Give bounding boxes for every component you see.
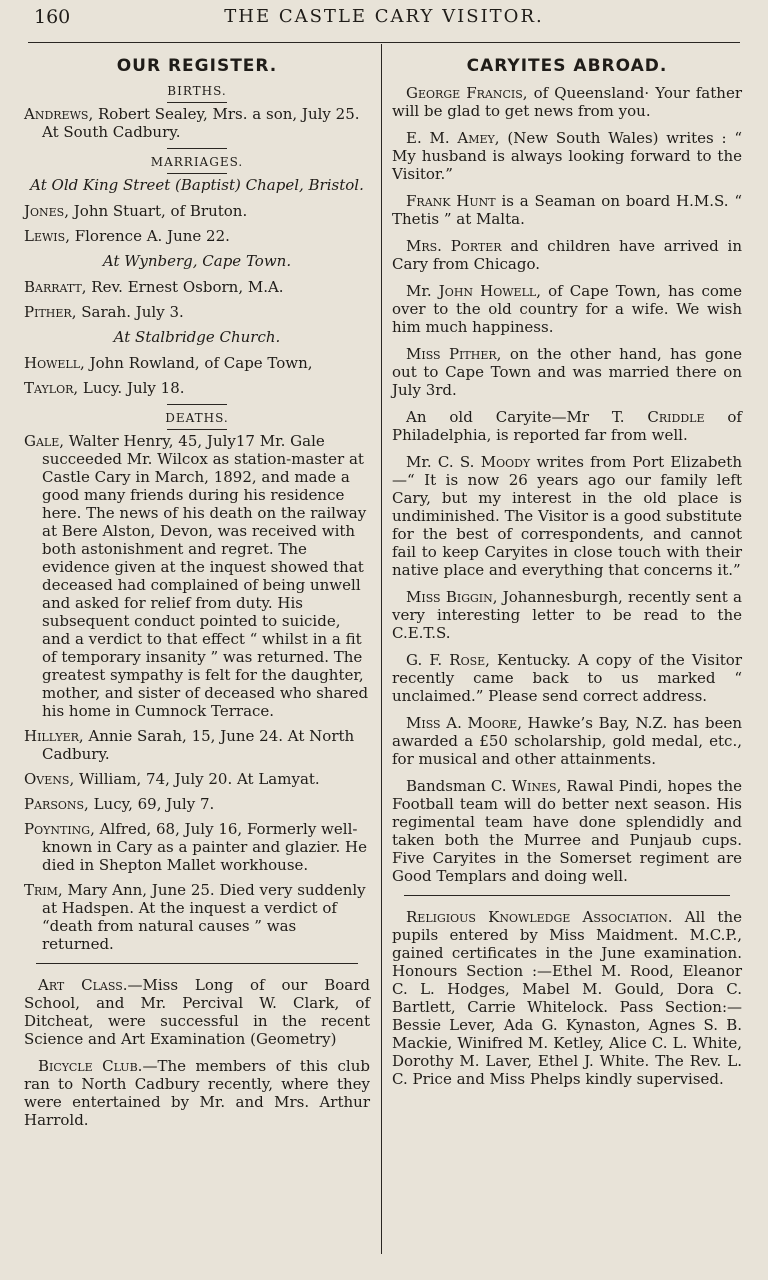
marriage-entry: Pither, Sarah. July 3. — [24, 303, 184, 321]
death-entry: Parsons, Lucy, 69, July 7. — [24, 795, 215, 813]
abroad-item: E. M. Amey, (New South Wales) writes : “ My husband is always looking forward to the Visitor.” — [392, 129, 742, 183]
marriage-place: At Old King Street (Baptist) Chapel, Bristol. — [30, 176, 364, 194]
marriage-entry: Howell, John Rowland, of Cape Town, — [24, 354, 313, 372]
our-register-title: OUR REGISTER. — [116, 56, 278, 76]
column-divider — [381, 44, 382, 1254]
abroad-item: Frank Hunt is a Seaman on board H.M.S. “ Thetis ” at Malta. — [392, 192, 742, 228]
rka-note: Religious Knowledge Association. All the pupils entered by Miss Maidment. M.C.P., gained certificates in the June examination. Honours Section :—Ethel M. Rood, Eleanor C. L. Hodges, Mabel M. Gould, Dora C. Bartlett, Carrie Whitelock. Pass Section:—Bessie Lever, Ada G. Kynaston, Agnes S. B. Mackie, Winifred M. Ketley, Alice C. L. White, Dorothy M. Laver, Ethel J. White. The Rev. L. C. Price and Miss Phelps kindly supervised. — [392, 908, 742, 1088]
birth-entry: Andrews, Robert Sealey, Mrs. a son, July 25. At South Cadbury. — [24, 105, 360, 141]
deaths-rule — [167, 429, 227, 430]
abroad-item: Mr. C. S. Moody writes from Port Elizabeth—“ It is now 26 years ago our family left Cary, but my interest in the old place is undiminished. The Visitor is a good substitute for the best of correspondents, and cannot fail to keep Caryites in close touch with their native place and everything that concerns it.” — [392, 453, 742, 579]
death-entry: Ovens, William, 74, July 20. At Lamyat. — [24, 770, 320, 788]
abroad-item: Mr. John Howell, of Cape Town, has come over to the old country for a wife. We wish him much happiness. — [392, 282, 743, 336]
marriage-entry: Taylor, Lucy. July 18. — [24, 379, 185, 397]
marriage-entry: Jones, John Stuart, of Bruton. — [24, 202, 248, 220]
death-entry: Gale, Walter Henry, 45, July17 Mr. Gale succeeded Mr. Wilcox as station-master at Castle Cary in March, 1892, and made a good many friends during his residence here. The news of his death on the railway at Bere Alston, Devon, was received with both astonishment and regret. The evidence given at the inquest showed that deceased had complained of being unwell and asked for relief from duty. His subsequent conduct pointed to suicide, and a verdict to that effect “ whilst in a fit of temporary insanity ” was returned. The greatest sympathy is felt for the daughter, mother, and sister of deceased who shared his home in Cumnock Terrace. — [24, 432, 369, 720]
rka-rule — [404, 895, 730, 896]
right-column — [392, 54, 742, 1097]
bicycle-club-note: Bicycle Club.—The members of this club ran to North Cadbury recently, where they were entertained by Mr. and Mrs. Arthur Harrold. — [24, 1057, 370, 1129]
page-number: 160 — [34, 6, 71, 28]
death-entry: Trim, Mary Ann, June 25. Died very suddenly at Hadspen. At the inquest a verdict of “death from natural causes ” was returned. — [24, 881, 366, 953]
left-column — [24, 54, 370, 1138]
marriage-place: At Wynberg, Cape Town. — [102, 252, 292, 270]
marriages-rule — [167, 173, 227, 174]
page-title: THE CASTLE CARY VISITOR. — [224, 6, 544, 27]
births-rule — [167, 102, 227, 103]
deaths-rule-top — [167, 404, 227, 405]
death-entry: Poynting, Alfred, 68, July 16, Formerly well-known in Cary as a painter and glazier. He died in Shepton Mallet workhouse. — [24, 820, 367, 874]
abroad-item: Bandsman C. Wines, Rawal Pindi, hopes the Football team will do better next season. His regimental team have done splendidly and taken both the Murree and Punjaub cups. Five Caryites in the Somerset regiment are Good Templars and doing well. — [392, 777, 743, 885]
abroad-item: An old Caryite—Mr T. Criddle of Philadelphia, is reported far from well. — [392, 408, 742, 444]
marriage-place: At Stalbridge Church. — [113, 328, 281, 346]
abroad-item: George Francis, of Queensland· Your father will be glad to get news from you. — [392, 84, 742, 120]
header-rule — [28, 42, 740, 43]
abroad-item: G. F. Rose, Kentucky. A copy of the Visitor recently came back to us marked “ unclaimed.” Please send correct address. — [392, 651, 742, 705]
abroad-item: Miss A. Moore, Hawke’s Bay, N.Z. has been awarded a £50 scholarship, gold medal, etc., for musical and other attainments. — [392, 714, 742, 768]
abroad-item: Mrs. Porter and children have arrived in Cary from Chicago. — [392, 237, 742, 273]
births-heading: BIRTHS. — [167, 84, 227, 98]
caryites-abroad-title: CARYITES ABROAD. — [466, 56, 668, 76]
deaths-heading: DEATHS. — [165, 411, 229, 425]
death-entry: Hillyer, Annie Sarah, 15, June 24. At North Cadbury. — [24, 727, 355, 763]
notes-rule — [36, 963, 358, 964]
art-class-note: Art Class.—Miss Long of our Board School, and Mr. Percival W. Clark, of Ditcheat, were successful in the recent Science and Art Examination (Geometry) — [24, 976, 370, 1048]
marriages-heading: MARRIAGES. — [150, 155, 244, 169]
marriages-rule-top — [167, 148, 227, 149]
abroad-item: Miss Pither, on the other hand, has gone out to Cape Town and was married there on July 3rd. — [392, 345, 742, 399]
marriage-entry: Barratt, Rev. Ernest Osborn, M.A. — [24, 278, 284, 296]
marriage-entry: Lewis, Florence A. June 22. — [24, 227, 230, 245]
abroad-item: Miss Biggin, Johannesburgh, recently sent a very interesting letter to be read to the C.E.T.S. — [392, 588, 743, 642]
